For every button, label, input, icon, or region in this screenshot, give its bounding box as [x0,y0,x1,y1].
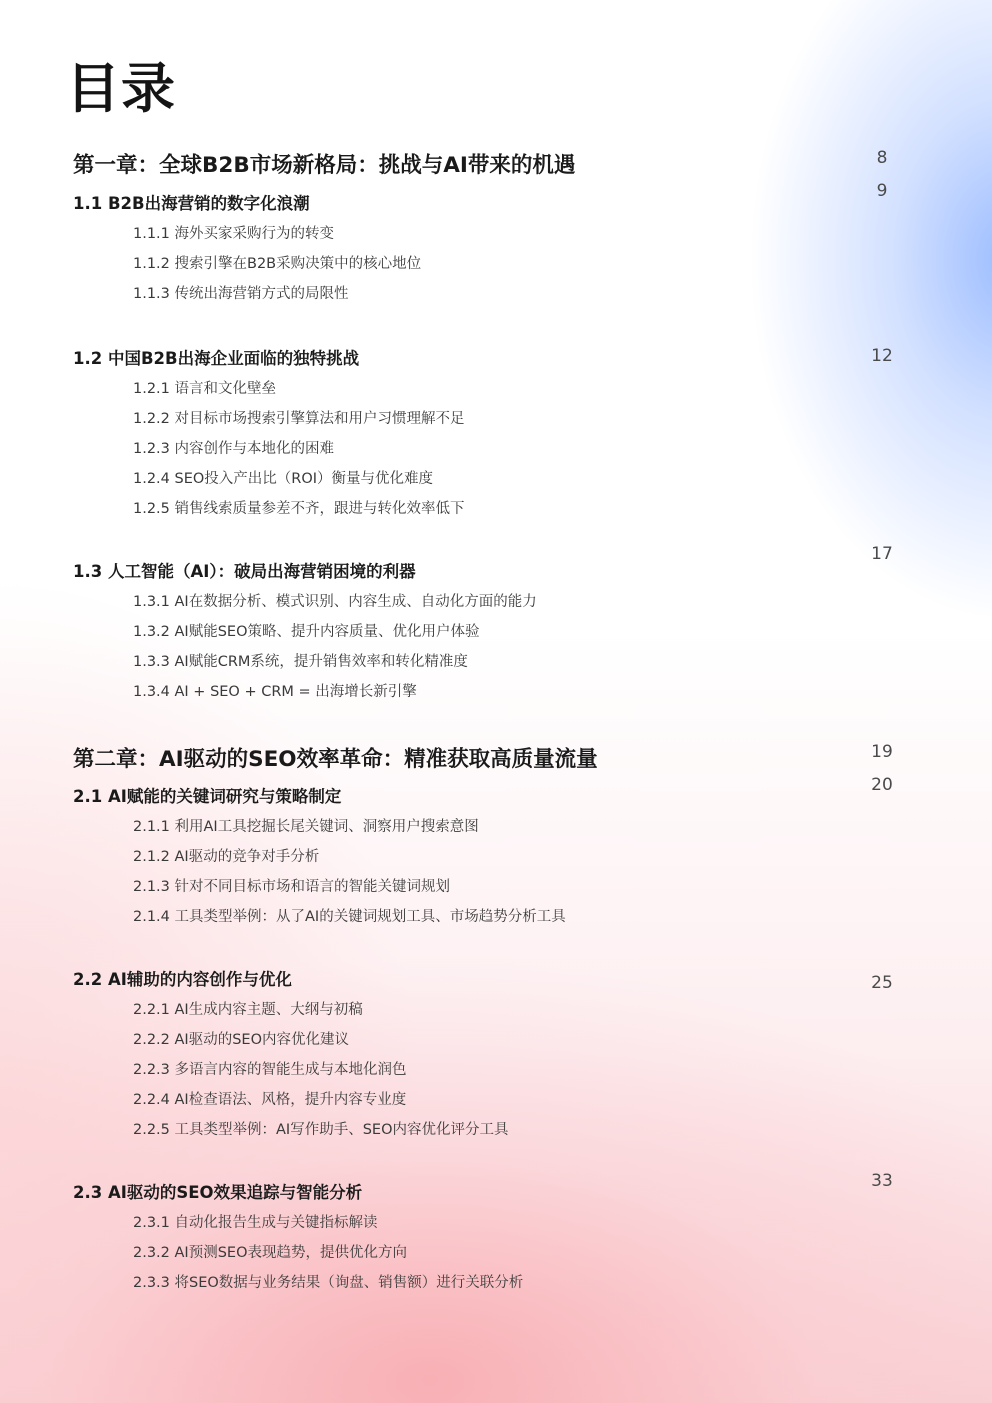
toc-item-1-1-1[interactable]: 1.1.1 海外买家采购行为的转变 [133,226,335,242]
toc-item-2-2-4[interactable]: 2.2.4 AI检查语法、风格，提升内容专业度 [133,1092,407,1108]
toc-item-2-3-3[interactable]: 2.3.3 将SEO数据与业务结果（询盘、销售额）进行关联分析 [133,1275,524,1291]
toc-section-2-1-title[interactable]: 2.1 AI赋能的关键词研究与策略制定 [73,787,342,806]
toc-section-2-1-page: 20 [871,775,893,795]
toc-item-1-2-3[interactable]: 1.2.3 内容创作与本地化的困难 [133,441,335,457]
toc-item-2-1-2[interactable]: 2.1.2 AI驱动的竞争对手分析 [133,849,320,865]
toc-chapter-2-page: 19 [871,742,893,762]
toc-item-1-3-4[interactable]: 1.3.4 AI + SEO + CRM = 出海增长新引擎 [133,684,417,700]
toc-item-1-3-3[interactable]: 1.3.3 AI赋能CRM系统，提升销售效率和转化精准度 [133,654,468,670]
toc-item-2-1-4[interactable]: 2.1.4 工具类型举例：从了AI的关键词规划工具、市场趋势分析工具 [133,909,566,925]
toc-section-2-2-title[interactable]: 2.2 AI辅助的内容创作与优化 [73,970,292,989]
toc-item-1-2-4[interactable]: 1.2.4 SEO投入产出比（ROI）衡量与优化难度 [133,471,434,487]
toc-section-1-1-page: 9 [876,181,888,201]
toc-item-1-3-1[interactable]: 1.3.1 AI在数据分析、模式识别、内容生成、自动化方面的能力 [133,594,537,610]
toc-item-2-3-1[interactable]: 2.3.1 自动化报告生成与关键指标解读 [133,1215,378,1231]
toc-item-1-1-3[interactable]: 1.1.3 传统出海营销方式的局限性 [133,286,349,302]
toc-section-2-2-page: 25 [871,973,893,993]
toc-section-2-3-page: 33 [871,1171,893,1191]
toc-item-1-2-1[interactable]: 1.2.1 语言和文化壁垒 [133,381,277,397]
toc-item-1-3-2[interactable]: 1.3.2 AI赋能SEO策略、提升内容质量、优化用户体验 [133,624,480,640]
toc-section-1-3-title[interactable]: 1.3 人工智能（AI）：破局出海营销困境的利器 [73,562,416,581]
toc-chapter-2-title[interactable]: 第二章：AI驱动的SEO效率革命：精准获取高质量流量 [73,747,598,772]
toc-chapter-1-title[interactable]: 第一章：全球B2B市场新格局：挑战与AI带来的机遇 [73,153,576,178]
toc-item-1-2-2[interactable]: 1.2.2 对目标市场搜索引擎算法和用户习惯理解不足 [133,411,465,427]
toc-section-1-1-title[interactable]: 1.1 B2B出海营销的数字化浪潮 [73,194,310,213]
toc-item-1-2-5[interactable]: 1.2.5 销售线索质量参差不齐，跟进与转化效率低下 [133,501,465,517]
toc-section-2-3-title[interactable]: 2.3 AI驱动的SEO效果追踪与智能分析 [73,1183,363,1202]
toc-item-2-2-5[interactable]: 2.2.5 工具类型举例：AI写作助手、SEO内容优化评分工具 [133,1122,509,1138]
page-title: 目录 [66,57,176,120]
toc-item-2-1-3[interactable]: 2.1.3 针对不同目标市场和语言的智能关键词规划 [133,879,451,895]
toc-section-1-2-page: 12 [871,346,893,366]
toc-item-2-1-1[interactable]: 2.1.1 利用AI工具挖掘长尾关键词、洞察用户搜索意图 [133,819,479,835]
toc-chapter-1-page: 8 [876,148,888,168]
toc-item-1-1-2[interactable]: 1.1.2 搜索引擎在B2B采购决策中的核心地位 [133,256,422,272]
toc-section-1-3-page: 17 [871,544,893,564]
toc-item-2-3-2[interactable]: 2.3.2 AI预测SEO表现趋势，提供优化方向 [133,1245,407,1261]
toc-item-2-2-1[interactable]: 2.2.1 AI生成内容主题、大纲与初稿 [133,1002,363,1018]
toc-item-2-2-3[interactable]: 2.2.3 多语言内容的智能生成与本地化润色 [133,1062,407,1078]
toc-item-2-2-2[interactable]: 2.2.2 AI驱动的SEO内容优化建议 [133,1032,349,1048]
toc-section-1-2-title[interactable]: 1.2 中国B2B出海企业面临的独特挑战 [73,349,360,368]
